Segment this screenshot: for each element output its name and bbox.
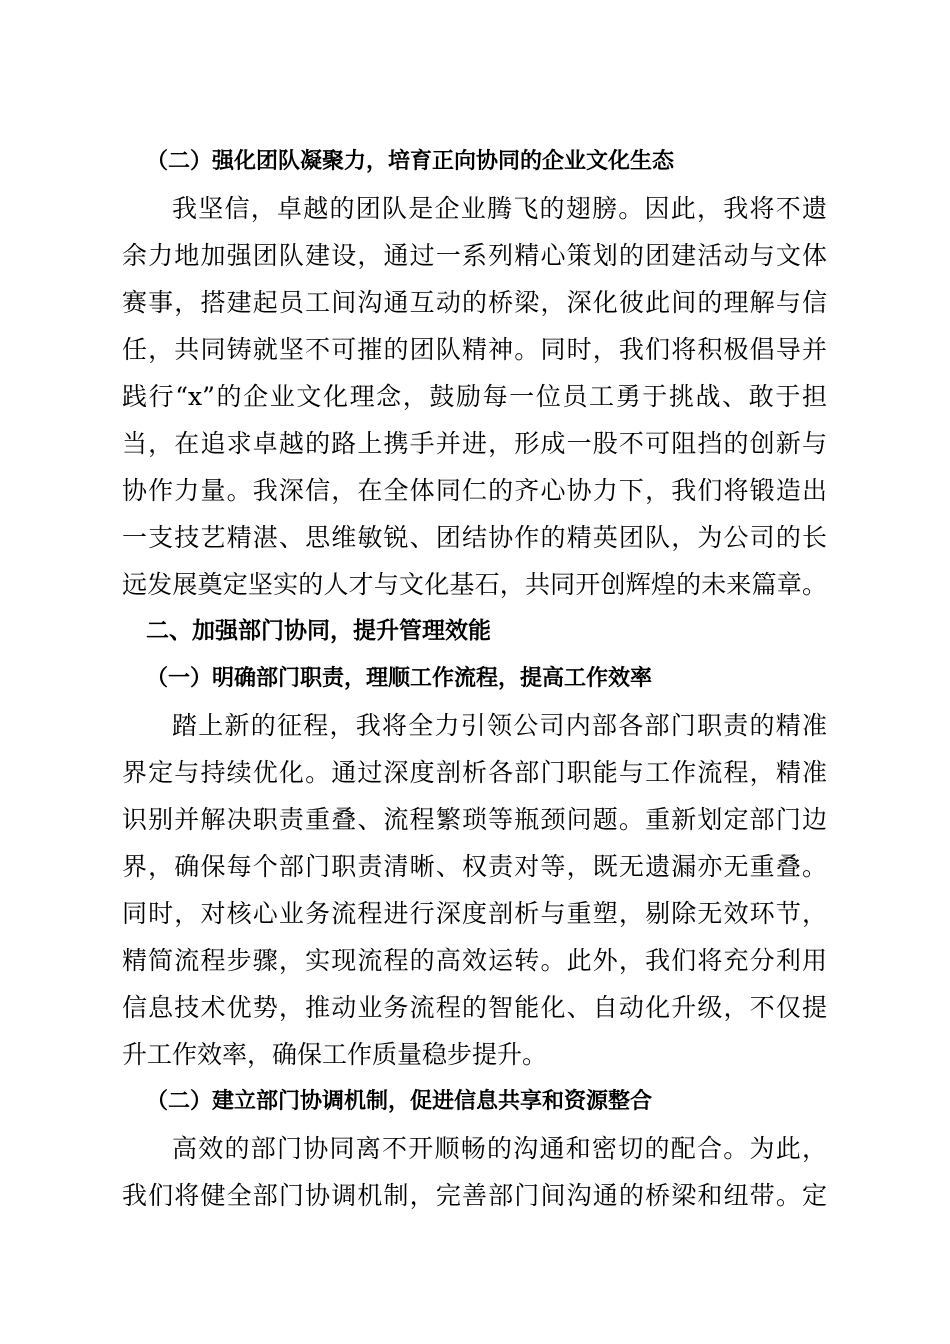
paragraph-line: 升工作效率，确保工作质量稳步提升。 xyxy=(122,1040,548,1069)
paragraph-line: 识别并解决职责重叠、流程繁琐等瓶颈问题。重新划定部门边 xyxy=(122,805,827,834)
document-body xyxy=(122,138,827,1219)
paragraph-line: 同时，对核心业务流程进行深度剖析与重塑，剔除无效环节， xyxy=(122,899,827,928)
paragraph-line: 赛事，搭建起员工间沟通互动的桥梁，深化彼此间的理解与信 xyxy=(122,288,827,317)
paragraph-coordination xyxy=(122,1125,827,1219)
paragraph-line: 高效的部门协同离不开顺畅的沟通和密切的配合。为此， xyxy=(172,1134,827,1163)
paragraph-line: 我坚信，卓越的团队是企业腾飞的翅膀。因此，我将不遗 xyxy=(172,194,827,223)
section-heading-coordination-mechanism: （二）建立部门协调机制，促进信息共享和资源整合 xyxy=(146,1089,653,1114)
paragraph-line: 精简流程步骤，实现流程的高效运转。此外，我们将充分利用 xyxy=(122,946,827,975)
section-heading-clarify-duties: （一）明确部门职责，理顺工作流程，提高工作效率 xyxy=(146,666,653,691)
paragraph-line: 远发展奠定坚实的人才与文化基石，共同开创辉煌的未来篇章。 xyxy=(122,570,827,599)
paragraph-line: 协作力量。我深信，在全体同仁的齐心协力下，我们将锻造出 xyxy=(122,476,827,505)
section-heading-team-cohesion: （二）强化团队凝聚力，培育正向协同的企业文化生态 xyxy=(146,149,675,174)
paragraph-line: 余力地加强团队建设，通过一系列精心策划的团建活动与文体 xyxy=(122,241,827,270)
paragraph-line: 践行“x”的企业文化理念，鼓励每一位员工勇于挑战、敢于担 xyxy=(122,382,827,411)
paragraph-team-building xyxy=(122,185,827,608)
section-heading-department-coordination: 二、加强部门协同，提升管理效能 xyxy=(146,618,491,644)
paragraph-line: 我们将健全部门协调机制，完善部门间沟通的桥梁和纽带。定 xyxy=(122,1181,827,1210)
paragraph-line: 任，共同铸就坚不可摧的团队精神。同时，我们将积极倡导并 xyxy=(122,335,827,364)
paragraph-line: 踏上新的征程，我将全力引领公司内部各部门职责的精准 xyxy=(172,711,827,740)
paragraph-line: 当，在追求卓越的路上携手并进，形成一股不可阻挡的创新与 xyxy=(122,429,827,458)
paragraph-line: 界定与持续优化。通过深度剖析各部门职能与工作流程，精准 xyxy=(122,758,827,787)
paragraph-line: 界，确保每个部门职责清晰、权责对等，既无遗漏亦无重叠。 xyxy=(122,852,827,881)
paragraph-line: 信息技术优势，推动业务流程的智能化、自动化升级，不仅提 xyxy=(122,993,827,1022)
paragraph-department-duties xyxy=(122,702,827,1078)
paragraph-line: 一支技艺精湛、思维敏锐、团结协作的精英团队，为公司的长 xyxy=(122,523,827,552)
